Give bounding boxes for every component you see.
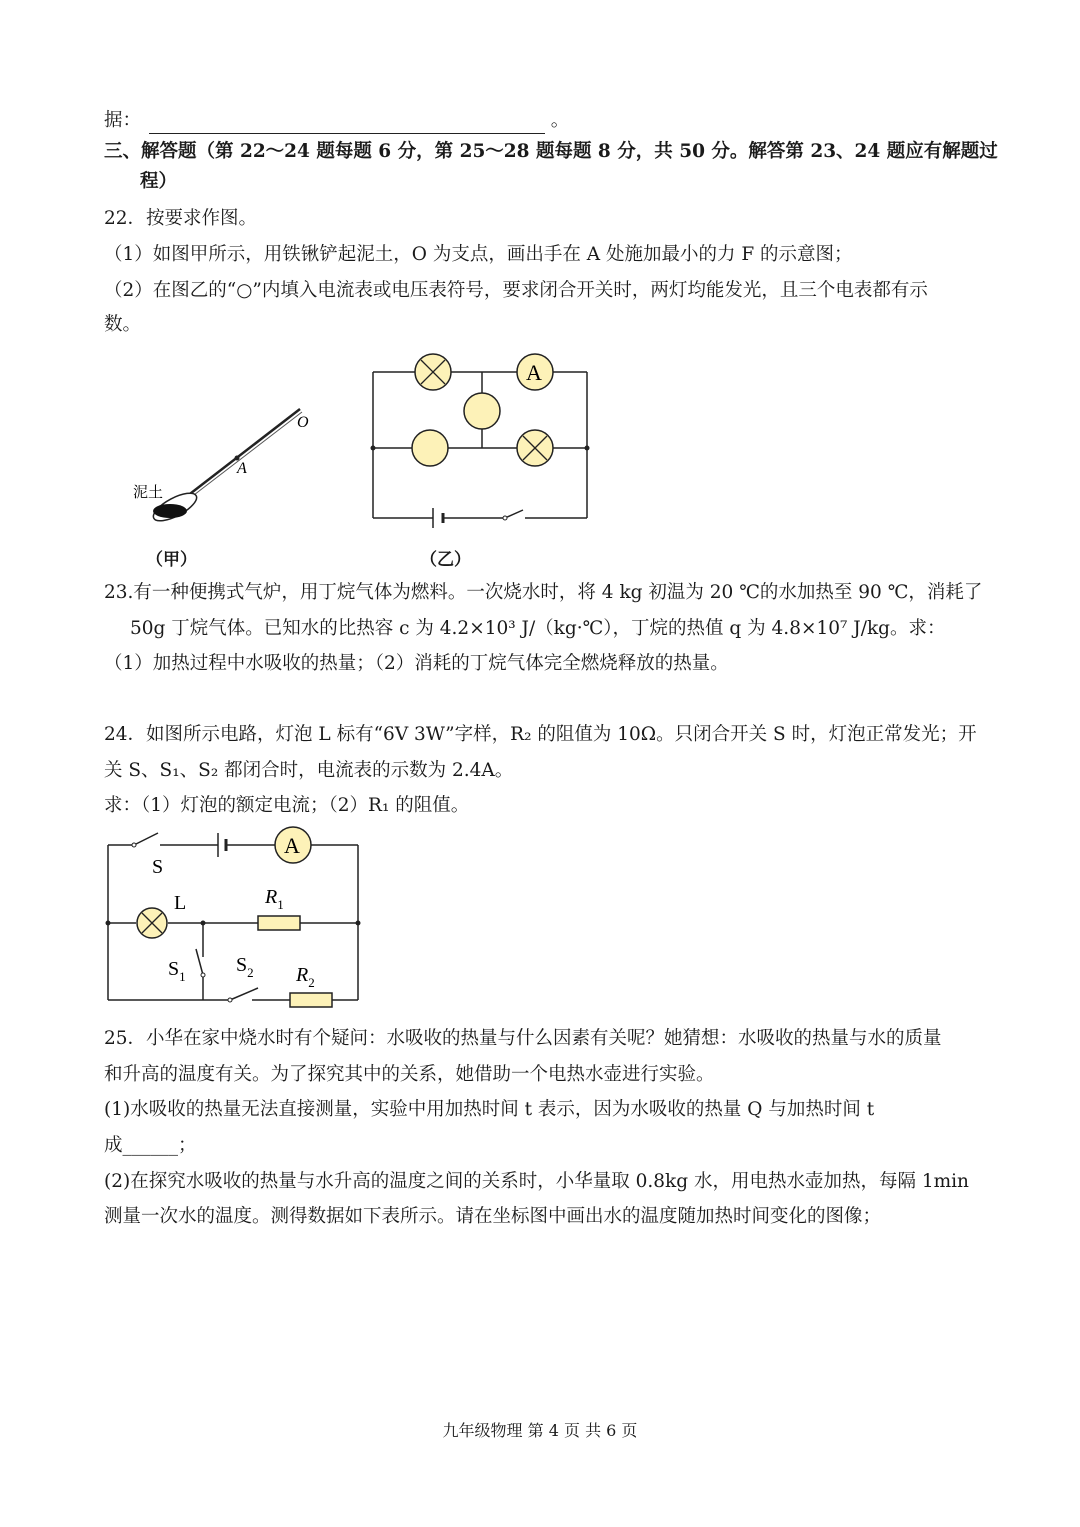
label-r2: $R_2$ bbox=[296, 964, 315, 990]
q25-part1-blank[interactable]: 成______； bbox=[104, 1135, 197, 1156]
q25-text: 25．小华在家中烧水时有个疑问：水吸收的热量与什么因素有关呢？她猜想：水吸收的热量与水的质量 bbox=[104, 1028, 942, 1049]
q24-questions: 求：（1）灯泡的额定电流；（2）R₁ 的阻值。 bbox=[104, 795, 470, 816]
section-heading: 三、解答题（第 22～24 题每题 6 分，第 25～28 题每题 8 分，共 50 分。解答第 23、24 题应有解题过 bbox=[104, 141, 998, 162]
label-s2: $S_2$ bbox=[236, 954, 254, 980]
blank-meter-circle[interactable] bbox=[464, 393, 500, 429]
junction-dot bbox=[106, 921, 111, 926]
label-s1: $S_1$ bbox=[168, 958, 186, 984]
label-s: S bbox=[152, 856, 164, 878]
soil-label: 泥土 bbox=[133, 485, 164, 501]
ammeter-label: A bbox=[526, 360, 542, 385]
q22-title: 22．按要求作图。 bbox=[104, 208, 258, 229]
q24-text: 24．如图所示电路，灯泡 L 标有“6V 3W”字样，R₂ 的阻值为 10Ω。只闭合开关 S 时，灯泡正常发光；开 bbox=[104, 724, 977, 745]
caption-yi: （乙） bbox=[420, 550, 471, 570]
switch-s-contact bbox=[132, 843, 136, 847]
section-heading-cont: 程） bbox=[140, 171, 178, 192]
resistor-r2 bbox=[290, 993, 332, 1007]
q24-text-cont: 关 S、S₁、S₂ 都闭合时，电流表的示数为 2.4A。 bbox=[104, 760, 514, 781]
label-s1-sub: 1 bbox=[179, 969, 186, 984]
q25-text-cont: 和升高的温度有关。为了探究其中的关系，她借助一个电热水壶进行实验。 bbox=[104, 1064, 715, 1085]
switch-blade bbox=[505, 510, 523, 518]
soil-icon bbox=[153, 504, 187, 518]
junction-dot bbox=[585, 446, 590, 451]
switch-s2-contact bbox=[228, 998, 232, 1002]
answer-prompt bbox=[104, 108, 569, 134]
label-r1: $R_1$ bbox=[265, 886, 284, 912]
q23-questions: （1）加热过程中水吸收的热量；（2）消耗的丁烷气体完全燃烧释放的热量。 bbox=[104, 653, 729, 674]
label-s2-sub: 2 bbox=[247, 965, 254, 980]
switch-s2-blade bbox=[230, 988, 258, 1000]
junction-dot bbox=[371, 446, 376, 451]
label-r2-sub: 2 bbox=[308, 975, 315, 990]
resistor-r1 bbox=[258, 916, 300, 930]
ammeter-label: A bbox=[284, 833, 300, 858]
pivot-label: O bbox=[297, 414, 309, 431]
answer-blank[interactable] bbox=[149, 115, 545, 134]
q22-part2: （2）在图乙的“○”内填入电流表或电压表符号，要求闭合开关时，两灯均能发光，且三个电表都有示 bbox=[104, 280, 928, 301]
q22-part2-cont: 数。 bbox=[104, 314, 142, 335]
switch-s1-contact bbox=[201, 973, 205, 977]
switch-contact bbox=[503, 516, 507, 520]
answer-prefix: 据： bbox=[104, 110, 142, 131]
q22-part1: （1）如图甲所示，用铁锹铲起泥土，O 为支点，画出手在 A 处施加最小的力 F 的示意图； bbox=[104, 244, 853, 265]
bulb-icon bbox=[137, 908, 167, 938]
junction-dot bbox=[356, 921, 361, 926]
figure-jia-shovel bbox=[125, 395, 325, 535]
label-l: L bbox=[174, 892, 187, 914]
caption-jia: （甲） bbox=[146, 550, 197, 570]
q25-part2-cont: 测量一次水的温度。测得数据如下表所示。请在坐标图中画出水的温度随加热时间变化的图像； bbox=[104, 1206, 882, 1227]
switch-s1-blade bbox=[196, 949, 203, 975]
bulb-icon bbox=[517, 430, 553, 466]
page-footer: 九年级物理 第 4 页 共 6 页 bbox=[442, 1421, 638, 1440]
switch-s-blade bbox=[134, 833, 158, 845]
q23-text: 23.有一种便携式气炉，用丁烷气体为燃料。一次烧水时，将 4 kg 初温为 20 ℃的水加热至 90 ℃，消耗了 bbox=[104, 582, 983, 603]
junction-dot bbox=[201, 921, 206, 926]
answer-suffix: 。 bbox=[550, 110, 570, 131]
blank-meter-circle[interactable] bbox=[412, 430, 448, 466]
figure-q24-circuit bbox=[100, 825, 370, 1010]
q25-part1: (1)水吸收的热量无法直接测量，实验中用加热时间 t 表示，因为水吸收的热量 Q 与加热时间 t bbox=[104, 1099, 875, 1120]
q25-part2: (2)在探究水吸收的热量与水升高的温度之间的关系时，小华量取 0.8kg 水，用电热水壶加热，每隔 1min bbox=[104, 1171, 969, 1192]
q23-text-cont: 50g 丁烷气体。已知水的比热容 c 为 4.2×10³ J/（kg·℃），丁烷的热值 q 为 4.8×10⁷ J/kg。求： bbox=[130, 618, 946, 639]
bulb-icon bbox=[415, 354, 451, 390]
point-a-label: A bbox=[237, 460, 247, 477]
figure-yi-circuit bbox=[365, 345, 595, 530]
label-r1-sub: 1 bbox=[277, 897, 284, 912]
